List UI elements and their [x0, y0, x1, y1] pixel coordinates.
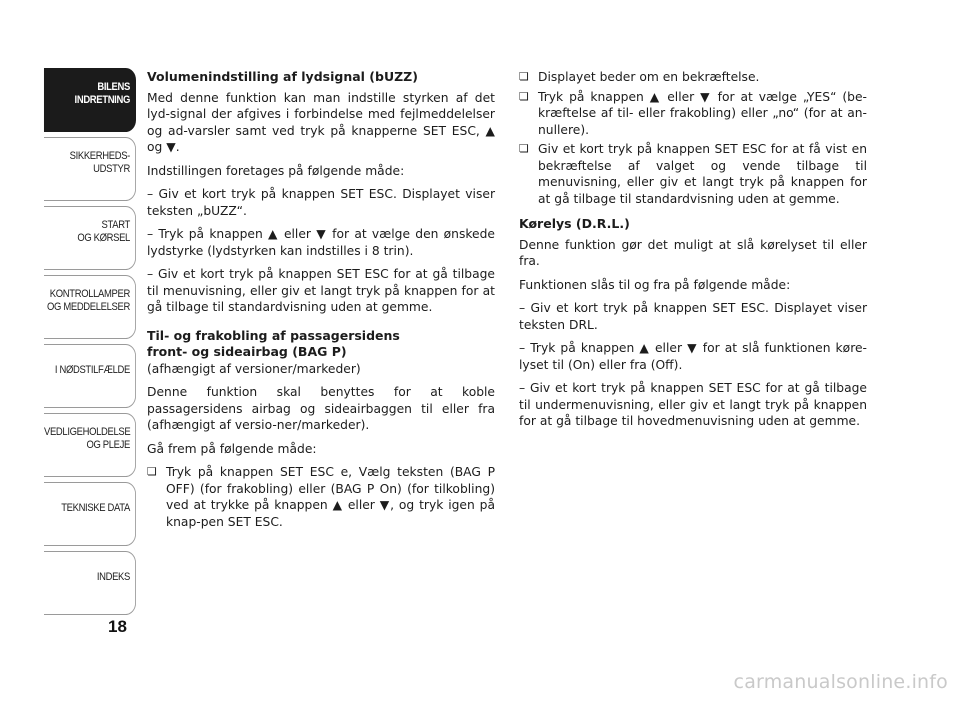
chapter-tabs — [44, 68, 136, 620]
paragraph: – Giv et kort tryk på knappen SET ESC. Displayet viser teksten DRL. — [519, 301, 867, 332]
paragraph: – Tryk på knappen ▲ eller ▼ for at vælge den ønskede lydstyrke (lydstyrken kan indstilles i 8 trin). — [147, 227, 495, 258]
list-item: ❏ Tryk på knappen ▲ eller ▼ for at vælge „YES“ (be-kræftelse af til- eller frakobling) eller „no“ (for at an-nullere). — [519, 89, 867, 139]
paragraph: – Tryk på knappen ▲ eller ▼ for at slå funktionen køre-lyset til (On) eller fra (Off). — [519, 341, 867, 372]
paragraph: – Giv et kort tryk på knappen SET ESC for at gå tilbage til undermenuvisning, eller giv et langt tryk på knappen for at gå tilbage til hovedmenuvisning uden at gemme. — [519, 381, 867, 428]
heading-korelys: Kørelys (D.R.L.) — [519, 216, 630, 231]
left-column — [147, 69, 495, 533]
tab-sikkerhedsudstyr[interactable]: SIKKERHEDS- UDSTYR — [44, 137, 136, 201]
paragraph: Denne funktion gør det muligt at slå kørelyset til eller fra. — [519, 237, 867, 268]
tab-start-og-korsel[interactable]: START OG KØRSEL — [44, 206, 136, 270]
list-item: ❏ Tryk på knappen SET ESC e, Vælg teksten (BAG P OFF) (for frakobling) eller (BAG P On) (for tilkobling) ved at trykke på knappen ▲ eller ▼, og tryk igen på knap-pen SET ESC. — [147, 464, 495, 530]
page-number: 18 — [108, 617, 127, 636]
tab-bilens-indretning[interactable]: BILENS INDRETNING — [44, 68, 136, 132]
list-item: ❏ Giv et kort tryk på knappen SET ESC for at få vist en bekræftelse af valget og vende tilbage til menuvisning, eller giv et langt tryk på knappen for at gå tilbage til standardvisning uden at gemme. — [519, 141, 867, 207]
tab-nodstilfaelde[interactable]: I NØDSTILFÆLDE — [44, 344, 136, 408]
tab-indeks[interactable]: INDEKS — [44, 551, 136, 615]
paragraph: – Giv et kort tryk på knappen SET ESC for at gå tilbage til menuvisning, eller giv et langt tryk på knappen for at gå tilbage til standardvisning uden at gemme. — [147, 267, 495, 314]
tab-kontrollamper[interactable]: KONTROLLAMPER OG MEDDELELSER — [44, 275, 136, 339]
tab-vedligeholdelse[interactable]: VEDLIGEHOLDELSE OG PLEJE — [44, 413, 136, 477]
heading-bag-p: Til- og frakobling af passagersidens front- og sideairbag (BAG P) — [147, 327, 400, 359]
paragraph: Gå frem på følgende måde: — [147, 441, 317, 456]
heading-buzz: Volumenindstilling af lydsignal (bUZZ) — [147, 69, 418, 84]
paragraph: Denne funktion skal benyttes for at koble passagersidens airbag og sideairbaggen til eller fra (afhængigt af versio-ner/markeder). — [147, 385, 495, 432]
paragraph: Funktionen slås til og fra på følgende måde: — [519, 277, 791, 292]
subheading-note: (afhængigt af versioner/markeder) — [147, 361, 361, 376]
watermark: carmanualsonline.info — [733, 671, 948, 693]
right-column — [519, 69, 867, 437]
paragraph: – Giv et kort tryk på knappen SET ESC. Displayet viser teksten „bUZZ“. — [147, 187, 495, 218]
list-item: ❏ Displayet beder om en bekræftelse. — [519, 69, 867, 86]
tab-tekniske-data[interactable]: TEKNISKE DATA — [44, 482, 136, 546]
paragraph: Indstillingen foretages på følgende måde: — [147, 163, 405, 178]
paragraph: Med denne funktion kan man indstille styrken af det lyd-signal der afgives i forbindelse med fejlmeddelelser og ad-varsler samt ved tryk på knapperne SET ESC, ▲ og ▼. — [147, 90, 495, 154]
